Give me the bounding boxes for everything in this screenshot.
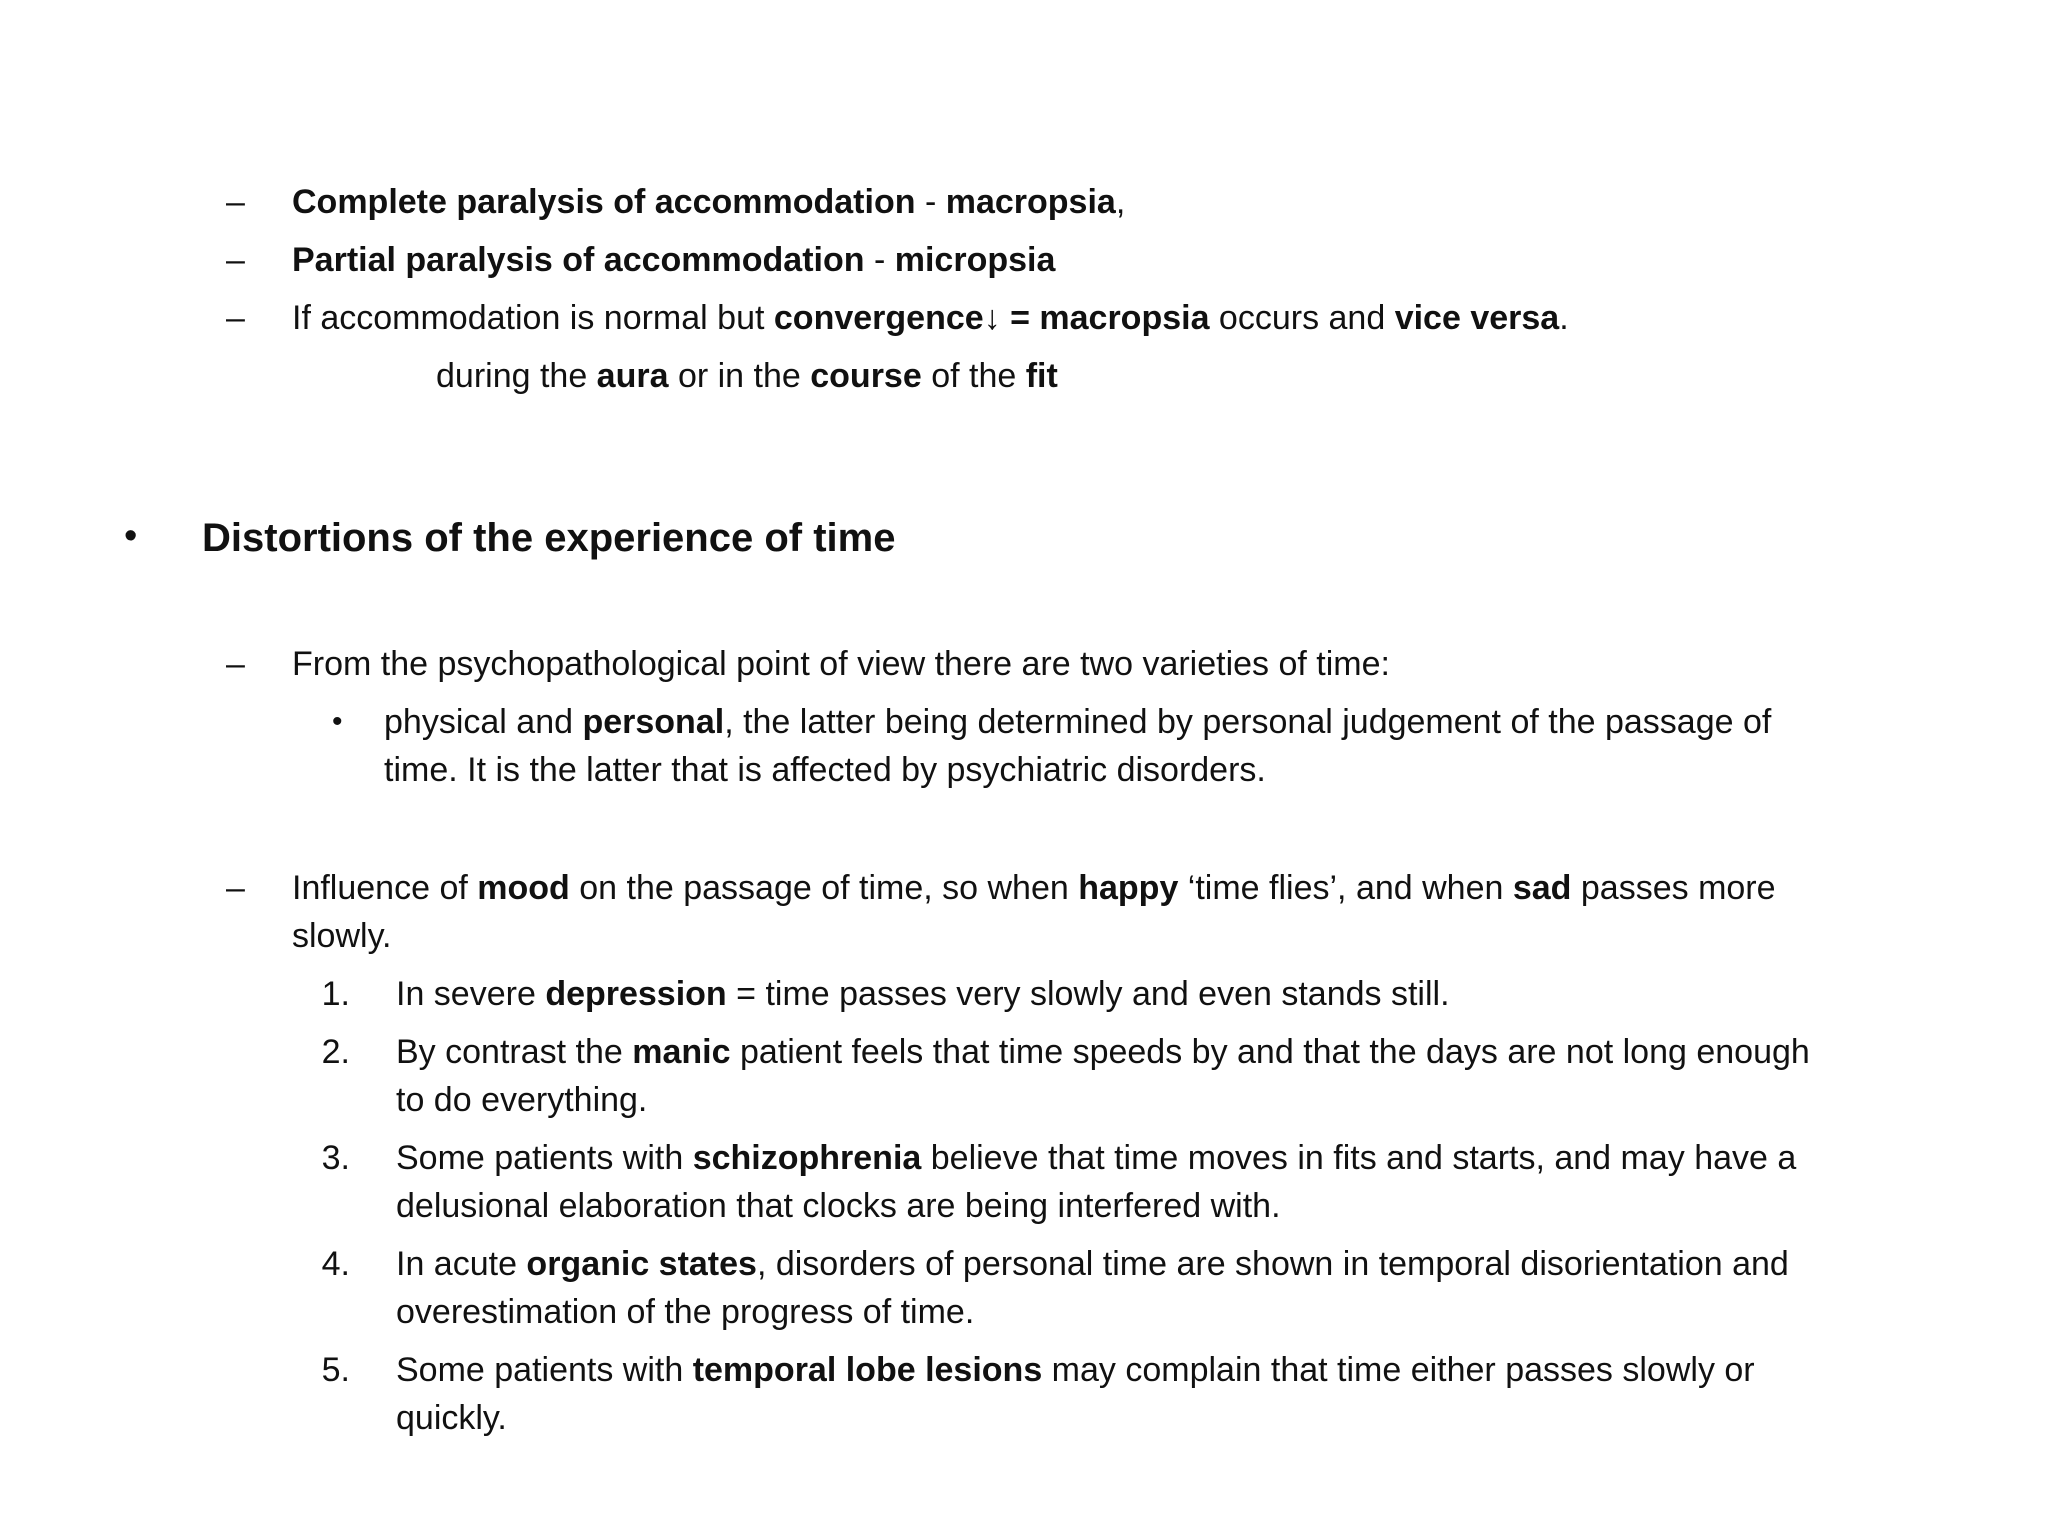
text-run: occurs and	[1209, 299, 1395, 337]
accommodation-normal-line	[292, 294, 1569, 342]
text-run: -	[864, 241, 895, 279]
dash-marker: –	[226, 869, 245, 907]
text-run: passes more	[1571, 869, 1776, 907]
text-run: believe that time moves in fits and starts, and may have a	[921, 1139, 1797, 1177]
list-number: 3.	[321, 1139, 350, 1177]
text-run: slowly.	[292, 917, 392, 955]
numbered-item-3-line-2	[396, 1182, 1281, 1230]
text-run: In acute	[396, 1245, 527, 1283]
text-run: physical and	[384, 703, 583, 741]
text-run: delusional elaboration that clocks are being interfered with.	[396, 1187, 1281, 1225]
list-number: 4.	[321, 1245, 350, 1283]
bold-text: fit	[1025, 357, 1058, 395]
bold-text: vice versa	[1394, 299, 1560, 337]
dash-marker: –	[226, 299, 245, 337]
text-run: may complain that time either passes slowly or	[1042, 1351, 1755, 1389]
bold-text: course	[810, 357, 922, 395]
bold-text: sad	[1512, 869, 1572, 907]
bold-text: schizophrenia	[692, 1139, 922, 1177]
text-run: Some patients with	[396, 1139, 693, 1177]
text-run: overestimation of the progress of time.	[396, 1293, 975, 1331]
bold-text: happy	[1078, 869, 1179, 907]
dash-marker: –	[226, 241, 245, 279]
bold-text: macropsia	[945, 183, 1116, 221]
text-run: -	[915, 183, 946, 221]
text-run: patient feels that time speeds by and that the days are not long enough	[730, 1033, 1810, 1071]
section-heading: Distortions of the experience of time	[202, 516, 896, 560]
text-run: during the	[436, 357, 597, 395]
numbered-item-5-line-2	[396, 1394, 507, 1442]
bold-text: depression	[545, 975, 727, 1013]
text-run: quickly.	[396, 1399, 507, 1437]
numbered-item-1-line-1	[396, 970, 1450, 1018]
text-run: to do everything.	[396, 1081, 648, 1119]
bold-text: Complete paralysis of accommodation	[292, 183, 916, 221]
text-run: .	[1559, 299, 1569, 337]
mood-line-2	[292, 912, 392, 960]
aura-line	[436, 352, 1058, 400]
sub-bullet-marker: •	[332, 705, 343, 738]
psych-intro-line: From the psychopathological point of view there are two varieties of time:	[292, 645, 1390, 683]
text-run: ,	[1115, 183, 1126, 221]
section-bullet: •	[124, 515, 138, 557]
bold-text: mood	[477, 869, 570, 907]
text-run: By contrast the	[396, 1033, 633, 1071]
numbered-item-5-line-1	[396, 1346, 1755, 1394]
bold-text: manic	[632, 1033, 731, 1071]
numbered-item-4-line-2	[396, 1288, 974, 1336]
text-run: on the passage of time, so when	[569, 869, 1079, 907]
dash-marker: –	[226, 645, 245, 683]
text-run: = time passes very slowly and even stands still.	[726, 975, 1450, 1013]
accommodation-partial-line	[292, 236, 1055, 284]
text-run: In severe	[396, 975, 546, 1013]
list-number: 5.	[321, 1351, 350, 1389]
text-run: ‘time flies’, and when	[1178, 869, 1513, 907]
sub-bullet-line-1	[384, 698, 1771, 746]
list-number: 2.	[321, 1033, 350, 1071]
text-run: or in the	[668, 357, 811, 395]
bold-text: convergence↓ = macropsia	[773, 299, 1210, 337]
dash-marker: –	[226, 183, 245, 221]
numbered-item-2-line-1	[396, 1028, 1810, 1076]
text-run: , the latter being determined by personal judgement of the passage of	[724, 703, 1772, 741]
bold-text: temporal lobe lesions	[692, 1351, 1043, 1389]
text-run: of the	[921, 357, 1026, 395]
bold-text: personal	[582, 703, 725, 741]
text-run: Influence of	[292, 869, 478, 907]
text-run: Some patients with	[396, 1351, 693, 1389]
text-run: If accommodation is normal but	[292, 299, 774, 337]
bold-text: Partial paralysis of accommodation	[292, 241, 865, 279]
list-number: 1.	[321, 975, 350, 1013]
mood-line-1	[292, 864, 1776, 912]
numbered-item-3-line-1	[396, 1134, 1796, 1182]
sub-bullet-line-2	[384, 746, 1266, 794]
text-run: , disorders of personal time are shown in temporal disorientation and	[756, 1245, 1789, 1283]
bold-text: organic states	[526, 1245, 757, 1283]
bold-text: micropsia	[894, 241, 1056, 279]
accommodation-complete-line	[292, 178, 1125, 226]
bold-text: aura	[596, 357, 669, 395]
numbered-item-2-line-2	[396, 1076, 647, 1124]
numbered-item-4-line-1	[396, 1240, 1789, 1288]
text-run: time. It is the latter that is affected by psychiatric disorders.	[384, 751, 1266, 789]
